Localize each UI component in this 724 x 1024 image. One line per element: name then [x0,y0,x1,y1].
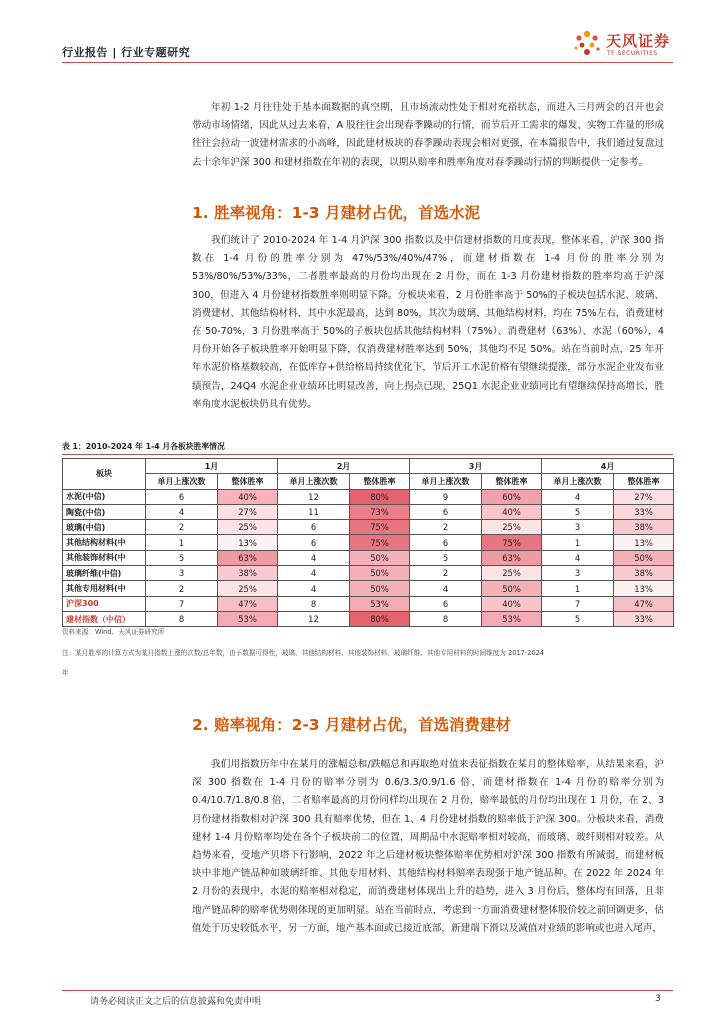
win-rate-cell: 63% [218,550,278,565]
up-count-cell: 5 [542,504,614,519]
sub-header-rate: 整体胜率 [218,474,278,489]
month-header: 1月 [146,459,278,474]
up-count-cell: 1 [146,535,218,550]
win-rate-cell: 50% [614,550,674,565]
up-count-cell: 3 [146,566,218,581]
win-rate-cell: 40% [482,596,542,611]
up-count-cell: 3 [542,566,614,581]
up-count-cell: 1 [542,581,614,596]
win-rate-cell: 13% [218,535,278,550]
win-rate-cell: 75% [350,520,410,535]
sub-header-rate: 整体胜率 [350,474,410,489]
table-source: 资料来源：Wind、天风证券研究所 [62,628,165,636]
table-subheader-row [63,474,674,489]
win-rate-cell: 25% [482,520,542,535]
up-count-cell: 6 [278,520,350,535]
footer-divider [62,990,673,991]
win-rate-cell: 53% [350,596,410,611]
up-count-cell: 6 [146,489,218,504]
up-count-cell: 5 [410,550,482,565]
section2-title: 2. 赔率视角：2-3 月建材占优，首选消费建材 [192,716,511,734]
win-rate-cell: 27% [218,504,278,519]
up-count-cell: 4 [278,566,350,581]
month-header: 2月 [278,459,410,474]
up-count-cell: 9 [410,489,482,504]
col-sector-header: 板块 [63,459,146,490]
win-rate-cell: 25% [218,581,278,596]
table-row [63,550,674,565]
up-count-cell: 4 [542,550,614,565]
logo-name-en: TF SECURITIES [607,50,658,57]
month-header: 4月 [542,459,674,474]
up-count-cell: 12 [278,489,350,504]
up-count-cell: 6 [410,596,482,611]
up-count-cell: 4 [278,581,350,596]
win-rate-cell: 63% [482,550,542,565]
win-rate-cell: 13% [614,535,674,550]
sector-name: 建材指数（中信） [63,611,146,626]
sub-header-rate: 整体胜率 [614,474,674,489]
logo-name-cn: 天风证券 [606,32,671,50]
up-count-cell: 4 [542,489,614,504]
table-row [63,489,674,504]
up-count-cell: 2 [410,520,482,535]
sub-header-count: 单月上涨次数 [146,474,218,489]
up-count-cell: 3 [542,520,614,535]
up-count-cell: 6 [410,535,482,550]
win-rate-cell: 50% [350,581,410,596]
sector-name: 玻璃纤维(中信) [63,566,146,581]
win-rate-cell: 60% [482,489,542,504]
win-rate-cell: 53% [482,611,542,626]
win-rate-cell: 38% [614,566,674,581]
section1-title: 1. 胜率视角：1-3 月建材占优，首选水泥 [192,204,480,222]
win-rate-cell: 53% [218,611,278,626]
company-logo [572,28,682,64]
intro-paragraph: 年初 1-2 月往往处于基本面数据的真空期，且市场流动性处于相对充裕状态，而进入三月两会的召开也会带动市场情绪，因此从过去来看，A 股往往会出现春季躁动的行情，而节后开工需求的爆发、实物工作量的形成往往会拉动一波建材需求的小高峰，因此建材板块的春季躁动表现会相对更强，在本篇报告中，我们通过复盘过去十余年沪深 300 和建材指数在年初的表现，以期从赔率和胜率角度对春季躁动行情的判断提供一定参考。 [192,102,664,168]
win-rate-cell: 50% [482,581,542,596]
win-rate-cell: 40% [218,489,278,504]
up-count-cell: 8 [278,596,350,611]
up-count-cell: 12 [278,611,350,626]
win-rate-cell: 27% [614,489,674,504]
win-rate-cell: 75% [350,535,410,550]
sub-header-count: 单月上涨次数 [278,474,350,489]
table-caption: 表 1：2010-2024 年 1-4 月各板块胜率情况 [62,442,225,451]
win-rate-cell: 40% [482,504,542,519]
win-rate-cell: 50% [350,566,410,581]
up-count-cell: 6 [410,504,482,519]
win-rate-cell: 13% [614,581,674,596]
up-count-cell: 11 [278,504,350,519]
table-row [63,504,674,519]
table-note-end: 年 [62,669,69,677]
table-row [63,520,674,535]
win-rate-cell: 38% [614,520,674,535]
sector-name: 玻璃(中信) [63,520,146,535]
win-rate-cell: 47% [218,596,278,611]
up-count-cell: 5 [146,550,218,565]
win-rate-cell: 25% [218,520,278,535]
win-rate-cell: 47% [614,596,674,611]
sector-name: 陶瓷(中信) [63,504,146,519]
month-header: 3月 [410,459,542,474]
table-row [63,596,674,611]
win-rate-cell: 73% [350,504,410,519]
sub-header-rate: 整体胜率 [482,474,542,489]
win-rate-table [62,458,674,627]
up-count-cell: 4 [278,550,350,565]
win-rate-cell: 33% [614,504,674,519]
sub-header-count: 单月上涨次数 [542,474,614,489]
up-count-cell: 2 [146,520,218,535]
caption-divider [62,454,673,455]
win-rate-cell: 25% [482,566,542,581]
win-rate-cell: 50% [350,550,410,565]
page-number: 3 [655,994,661,1004]
sub-header-count: 单月上涨次数 [410,474,482,489]
table-row [63,535,674,550]
up-count-cell: 8 [146,611,218,626]
win-rate-cell: 38% [218,566,278,581]
up-count-cell: 8 [410,611,482,626]
footer-disclaimer: 请务必阅读正文之后的信息披露和免责申明 [90,997,262,1007]
up-count-cell: 4 [410,581,482,596]
section1-paragraph: 我们统计了 2010-2024 年 1-4 月沪深 300 指数以及中信建材指数的月度表现，整体来看，沪深 300 指数在 1-4 月份的胜率分别为 47%/53%/40%/47%，而建材指数在 1-4 月份的胜率分别为 53%/80%/53%/33%，二者胜率最高的月份均出现在 2 月份，而在 1-3 月份建材指数的胜率均高于沪深 300，但进入 4 月份建材指数胜率则明显下降。分板块来看，2 月份胜率高于 50%的子板块包括水泥、玻璃、消费建材、其他结构材料，其中水泥最高，达到 80%，其次为玻璃、其他结构材料，均在 75%左右，消费建材在 50-70%，3 月份胜率高于 50%的子板块包括其他结构材料（75%）、消费建材（63%）、水泥（60%），4 月份开始各子板块胜率开始明显下降，仅消费建材胜率达到 50%，其他均不足 50%。站在当前时点，25 年开年水泥价格基数较高，在低库存+供给格局持续优化下，节后开工水泥价格有望继续提涨，部分水泥企业发布业绩预告，24Q4 水泥企业业绩环比明显改善，向上拐点已现，25Q1 水泥企业业绩同比有望继续保持高增长，胜率角度水泥板块仍具有优势。 [192,235,664,410]
table-month-header-row [63,459,674,474]
report-category: 行业报告 | 行业专题研究 [62,46,191,59]
sector-name: 其他结构材料(中 [63,535,146,550]
up-count-cell: 2 [410,566,482,581]
table-row [63,566,674,581]
up-count-cell: 7 [146,596,218,611]
win-rate-cell: 80% [350,611,410,626]
sector-name: 其他专用材料(中 [63,581,146,596]
table-row [63,581,674,596]
win-rate-cell: 80% [350,489,410,504]
up-count-cell: 5 [542,611,614,626]
section2-paragraph: 我们用指数历年中在某月的涨幅总和/跌幅总和再取绝对值来表征指数在某月的整体赔率，从结果来看，沪深 300 指数在 1-4 月份的赔率分别为 0.6/3.3/0.9/1.6 倍，而建材指数在 1-4 月份的赔率分别为 0.4/10.7/1.8/0.8 倍，二者赔率最高的月份同样均出现在 2 月份，赔率最低的月份均出现在 1 月份，在 2、3 月份建材指数相对沪深 300 具有赔率优势，但在 1、4 月份建材指数的赔率低于沪深 300。分板块来看，消费建材 1-4 月份赔率均处在各个子板块前二的位置，周期品中水泥赔率相对较高，而玻璃、玻纤则相对较差。从趋势来看，受地产贝塔下行影响，2022 年之后建材板块整体赔率优势相对沪深 300 指数有所减弱，而建材板块中非地产链品种如玻璃纤维、其他专用材料、其他结构材料赔率表现强于地产链品种。在 2022 年 2024 年 2 月份的表现中，水泥的赔率相对稳定，而消费建材体现出上升的趋势，进入 3 月份后，整体均有回落，且非地产链品种的赔率优势则体现的更加明显。站在当前时点，考虑到一方面消费建材整体股价较之前回调更多，估值处于历史较低水平，另一方面，地产基本面或已接近底部，新建端下滑以及减值对业绩的影响或也进入尾声， [192,759,664,934]
up-count-cell: 2 [146,581,218,596]
win-rate-cell: 33% [614,611,674,626]
table-row [63,611,674,626]
logo-mark-icon [572,28,602,58]
table-note: 注：某月胜率的计算方式为某月指数上涨的次数/总年数，由于数据可得性，玻璃、其他结构材料、其他装饰材料、玻璃纤维、其他专用材料的时间维度为 2017-2024 [62,649,545,657]
sector-name: 沪深300 [63,596,146,611]
up-count-cell: 7 [542,596,614,611]
up-count-cell: 6 [278,535,350,550]
sector-name: 水泥(中信) [63,489,146,504]
win-rate-cell: 75% [482,535,542,550]
up-count-cell: 1 [542,535,614,550]
up-count-cell: 4 [146,504,218,519]
sector-name: 其他装饰材料(中 [63,550,146,565]
